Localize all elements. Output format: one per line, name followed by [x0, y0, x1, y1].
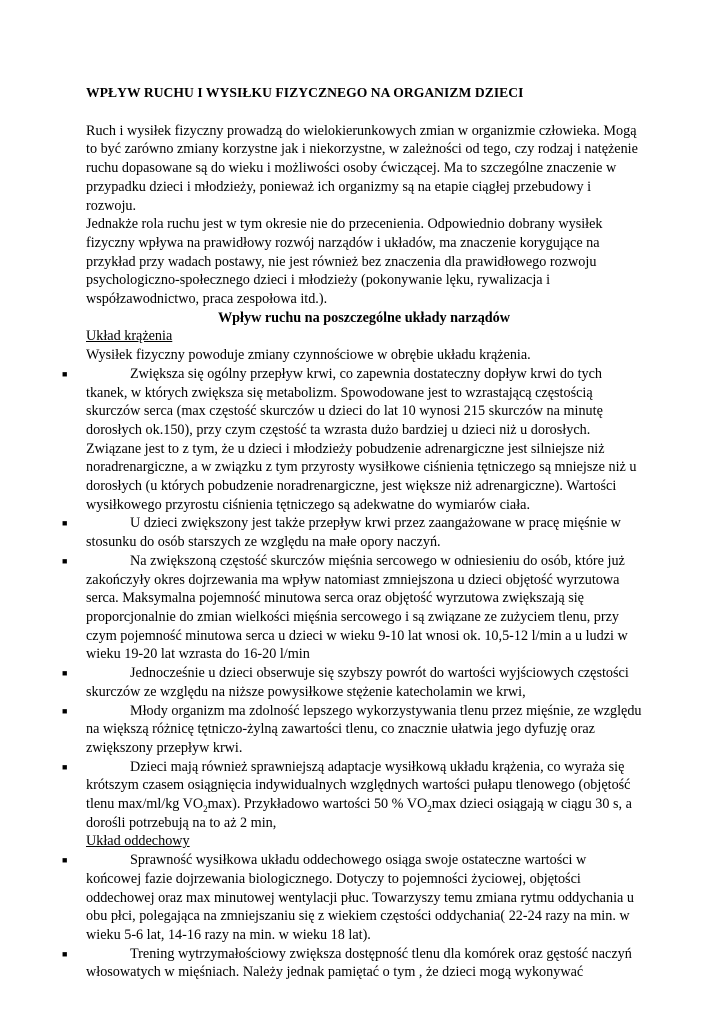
bullet-icon: ■ — [62, 705, 68, 716]
list-item: ■ Sprawność wysiłkowa układu oddechowego osiąga swoje ostateczne wartości w końcowej fazie dojrzewania biologicznego. Dotyczy to pojemności życiowej, objętości oddechowej oraz max minutowej wentylacji płuc. Towarzyszy temu zmiana rytmu oddychania u obu płci, polegająca na zmniejszaniu się z wiekiem częstości oddychania( 22-24 razy na min. w wieku 5-6 lat, 14-16 razy na min. w wieku 18 lat). — [62, 852, 634, 943]
circulatory-lead: Wysiłek fizyczny powoduje zmiany czynnościowe w obrębie układu krążenia. — [86, 347, 531, 364]
intro-paragraph-2: Jednakże rola ruchu jest w tym okresie nie do przecenienia. Odpowiednio dobrany wysiłek fizyczny wpływa na prawidłowy rozwój narządów i układów, ma znaczenie korygujące na przykład przy wadach postawy, nie jest również bez znaczenia dla prawidłowego rozwoju psychologiczno-społecznego dzieci i młodzieży (pokonywanie lęku, rywalizacja i współzawodnictwo, praca zespołowa itd.). — [86, 216, 603, 308]
bullet-icon: ■ — [62, 855, 68, 866]
intro-paragraph-1: Ruch i wysiłek fizyczny prowadzą do wielokierunkowych zmian w organizmie człowieka. Mogą to być zarówno zmiany korzystne jak i niekorzystne, w zależności od tego, czy rodzaj i natężenie ruchu dopasowane są do wieku i możliwości osoby ćwiczącej. Ma to szczególne znaczenie w przypadku dzieci i młodzieży, ponieważ ich organizmy są na etapie ciągłej przebudowy i rozwoju. — [86, 122, 638, 214]
section-title: Wpływ ruchu na poszczególne układy narządów — [217, 309, 511, 326]
list-item: ■ Zwiększa się ogólny przepływ krwi, co zapewnia dostateczny dopływ krwi do tych tkanek, w których zwiększa się metabolizm. Spowodowane jest to wzrastającą częstością skurczów serca (max częstość skurczów u dzieci do lat 10 wynosi 215 skurczów na minutę dorosłych ok.150), przy czym częstość ta wzrasta dużo bardziej u dzieci niż u dorosłych. Związane jest to z tym, że u dzieci i młodzieży pobudzenie adrenargiczne jest silniejsze niż noradrenargiczne, a w związku z tym przyrosty wysiłkowe ciśnienia tętniczego są mniejsze niż u dorosłych (u których pobudzenie noradrenargiczne, jest większe niż adrenargiczne). Wartości wysiłkowego przyrostu ciśnienia tętniczego są adekwatne do wymiarów ciała. — [62, 365, 637, 513]
list-item: ■ Młody organizm ma zdolność lepszego wykorzystywania tlenu przez mięśnie, ze względu na większą różnicę tętniczo-żylną zawartości tlenu, co znacznie ułatwia jego dyfuzję oraz zwiększony przepływ krwi. — [62, 702, 642, 756]
subheading-respiratory: Układ oddechowy — [86, 833, 190, 850]
document-title: WPŁYW RUCHU I WYSIŁKU FIZYCZNEGO NA ORGANIZM DZIECI — [86, 85, 524, 100]
list-item: ■ Trening wytrzymałościowy zwiększa dostępność tlenu dla komórek oraz gęstość naczyń włosowatych w mięśniach. Należy jednak pamiętać o tym , że dzieci mogą wykonywać — [62, 945, 632, 981]
list-item: ■ Jednocześnie u dzieci obserwuje się szybszy powrót do wartości wyjściowych częstości skurczów ze względu na niższe powysiłkowe stężenie katecholamin we krwi, — [62, 665, 629, 700]
bullet-icon: ■ — [62, 761, 68, 772]
bullet-icon: ■ — [62, 668, 68, 679]
list-item: ■ U dzieci zwiększony jest także przepływ krwi przez zaangażowane w pracę mięśnie w stosunku do osób starszych ze względu na małe opory naczyń. — [62, 515, 621, 551]
list-item: ■ Na zwiększoną częstość skurczów mięśnia sercowego w odniesieniu do osób, które już zakończyły okres dojrzewania ma wpływ natomiast zmniejszona u dzieci objętość wyrzutowa serca. Maksymalna pojemność minutowa serca oraz objętość wyrzutowa zwiększają się proporcjonalnie do zmian wielkości mięśnia sercowego i są związane ze zużyciem tlenu, przy czym pojemność minutowa serca u dzieci w wieku 9-10 lat wnosi ok. 10,5-12 l/min a u ludzi w wieku 19-20 lat wzrasta do 16-20 l/min — [62, 552, 628, 663]
subheading-circulatory: Układ krążenia — [86, 328, 173, 345]
bullet-icon: ■ — [62, 518, 68, 529]
bullet-icon: ■ — [62, 368, 68, 379]
respiratory-list — [62, 851, 642, 982]
list-item: ■ Dzieci mają również sprawniejszą adaptacje wysiłkową układu krążenia, co wyraża się krótszym czasem osiągnięcia indywidualnych względnych wartości pułapu tlenowego (objętość tlenu max/ml/kg $VO_2\max$). Przykładowo wartości 50 % $VO_2\max$ dzieci osiągają w ciągu 30 s, a dorośli potrzebują na to aż 2 min, — [62, 758, 632, 831]
document-page — [62, 84, 642, 982]
circulatory-list — [62, 365, 642, 833]
bullet-icon: ■ — [62, 948, 68, 959]
bullet-icon: ■ — [62, 555, 68, 566]
